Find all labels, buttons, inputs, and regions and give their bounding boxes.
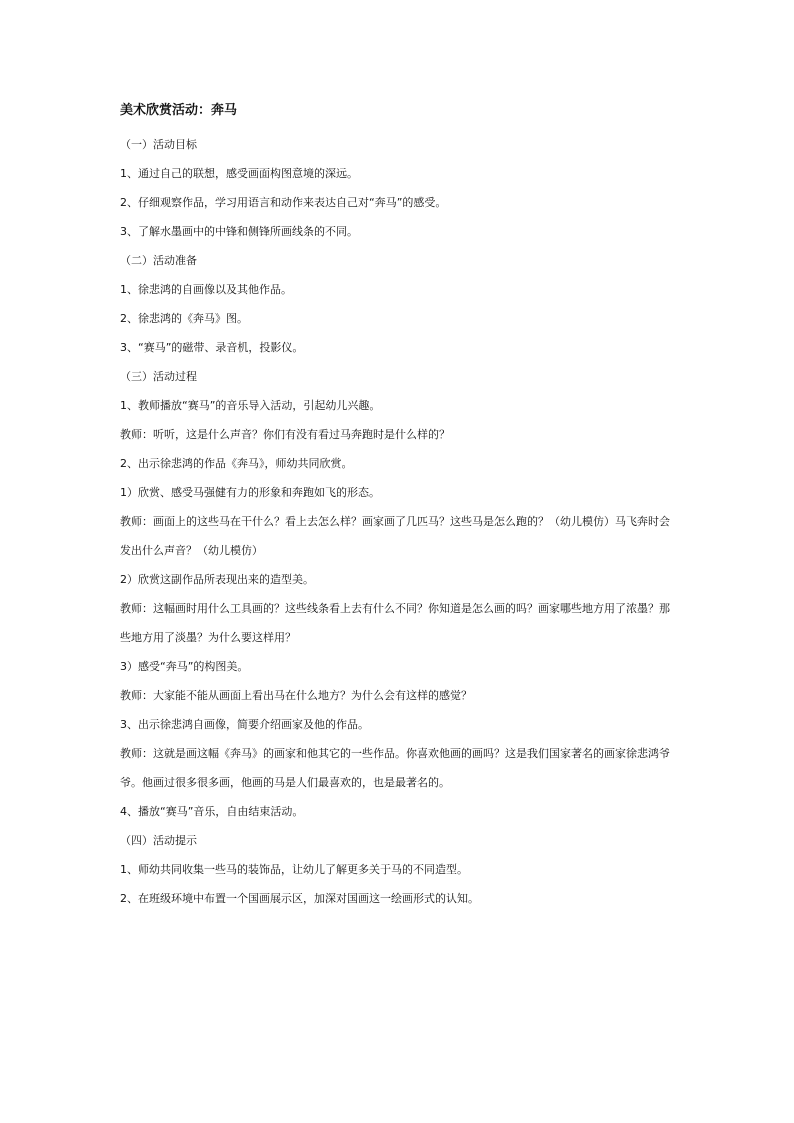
process-step: 3、出示徐悲鸿自画像，简要介绍画家及他的作品。 (120, 718, 369, 731)
process-substep: 3）感受“奔马”的构图美。 (120, 660, 249, 673)
section-heading-process: （三）活动过程 (120, 370, 197, 383)
process-step: 1、教师播放“赛马”的音乐导入活动，引起幼儿兴趣。 (120, 399, 381, 412)
preparation-item: 3、“赛马”的磁带、录音机，投影仪。 (120, 341, 304, 354)
tip-item: 2、在班级环境中布置一个国画展示区，加深对国画这一绘画形式的认知。 (120, 892, 479, 905)
document-body (120, 101, 680, 913)
goal-item: 2、仔细观察作品，学习用语言和动作来表达自己对“奔马”的感受。 (120, 196, 447, 209)
teacher-dialogue: 教师：这就是画这幅《奔马》的画家和他其它的一些作品。你喜欢他画的画吗？这是我们国家著名的画家徐悲鸿爷爷。他画过很多很多画，他画的马是人们最喜欢的，也是最著名的。 (120, 747, 670, 789)
teacher-dialogue: 教师：听听，这是什么声音？你们有没有看过马奔跑时是什么样的？ (120, 428, 450, 441)
section-heading-goals: （一）活动目标 (120, 138, 197, 151)
teacher-dialogue: 教师：画面上的这些马在干什么？看上去怎么样？画家画了几匹马？这些马是怎么跑的？（幼儿模仿）马飞奔时会发出什么声音？（幼儿模仿） (120, 515, 670, 557)
goal-item: 3、了解水墨画中的中锋和侧锋所画线条的不同。 (120, 225, 358, 238)
process-step: 4、播放“赛马”音乐，自由结束活动。 (120, 805, 304, 818)
teacher-dialogue: 教师：这幅画时用什么工具画的？这些线条看上去有什么不同？你知道是怎么画的吗？画家哪些地方用了浓墨？那些地方用了淡墨？为什么要这样用？ (120, 602, 670, 644)
tip-item: 1、师幼共同收集一些马的装饰品，让幼儿了解更多关于马的不同造型。 (120, 863, 468, 876)
preparation-item: 1、徐悲鸿的自画像以及其他作品。 (120, 283, 292, 296)
process-substep: 1）欣赏、感受马强健有力的形象和奔跑如飞的形态。 (120, 486, 380, 499)
process-substep: 2）欣赏这副作品所表现出来的造型美。 (120, 573, 314, 586)
preparation-item: 2、徐悲鸿的《奔马》图。 (120, 312, 248, 325)
goal-item: 1、通过自己的联想，感受画面构图意境的深远。 (120, 167, 358, 180)
section-heading-tips: （四）活动提示 (120, 834, 197, 847)
process-step: 2、出示徐悲鸿的作品《奔马》，师幼共同欣赏。 (120, 457, 353, 470)
teacher-dialogue: 教师：大家能不能从画面上看出马在什么地方？为什么会有这样的感觉？ (120, 689, 472, 702)
section-heading-preparation: （二）活动准备 (120, 254, 197, 267)
document-title: 美术欣赏活动：奔马 (120, 103, 238, 118)
